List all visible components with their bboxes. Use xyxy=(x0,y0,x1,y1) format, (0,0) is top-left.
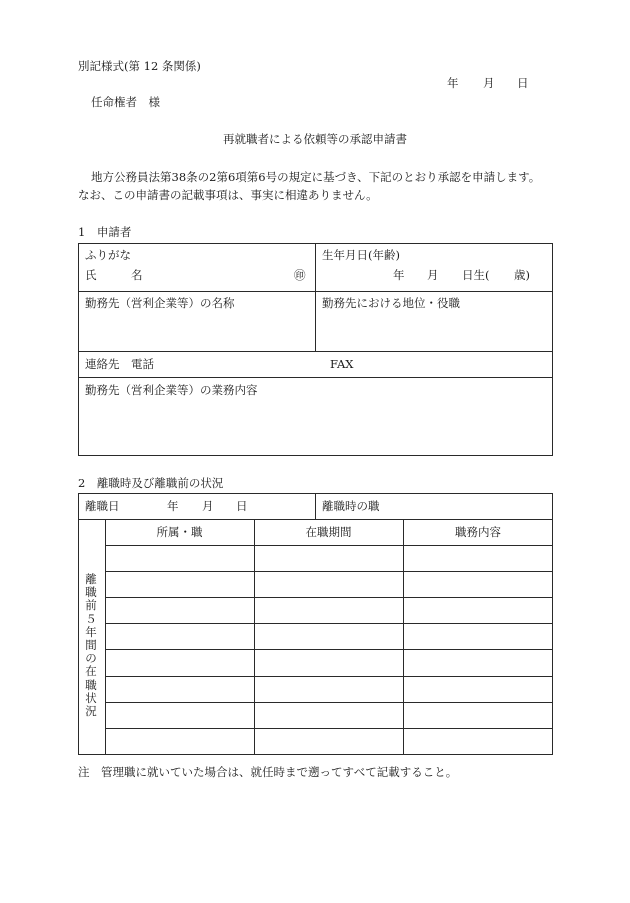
column-header-duties: 職務内容 xyxy=(455,525,501,539)
form-reference: 別記様式(第 12 条関係) xyxy=(78,59,201,73)
business-content-label: 勤務先（営利企業等）の業務内容 xyxy=(85,383,258,397)
seal-mark: ㊞ xyxy=(294,268,306,282)
position-label: 勤務先における地位・役職 xyxy=(322,296,460,310)
intro-line-1: 地方公務員法第38条の2第6項第6号の規定に基づき、下記のとおり承認を申請します。 xyxy=(91,170,541,184)
furigana-label: ふりがな xyxy=(85,248,131,262)
retirement-year: 年 xyxy=(167,499,179,513)
birth-month: 月 xyxy=(427,268,439,282)
birth-age-close: 歳) xyxy=(514,268,530,282)
birth-day-age-open: 日生( xyxy=(462,268,490,282)
name-label: 氏 名 xyxy=(85,268,143,282)
retirement-month: 月 xyxy=(202,499,214,513)
addressee: 任命権者 様 xyxy=(91,95,160,109)
column-header-period: 在職期間 xyxy=(305,525,352,539)
document-title: 再就職者による依頼等の承認申請書 xyxy=(223,132,407,146)
date-year: 年 xyxy=(447,76,459,90)
retirement-post-label: 離職時の職 xyxy=(322,499,380,513)
intro-line-2: なお、この申請書の記載事項は、事実に相違ありません。 xyxy=(78,188,378,202)
section-2-heading: 2 離職時及び離職前の状況 xyxy=(78,476,224,490)
birth-year: 年 xyxy=(393,268,405,282)
date-month: 月 xyxy=(483,76,495,90)
footnote: 注 管理職に就いていた場合は、就任時まで遡ってすべて記載すること。 xyxy=(78,765,458,779)
section-1-heading: 1 申請者 xyxy=(78,225,132,239)
fax-label: FAX xyxy=(330,357,354,371)
retirement-date-label: 離職日 xyxy=(85,499,120,513)
birthdate-label: 生年月日(年齢) xyxy=(322,248,400,262)
contact-phone-label: 連絡先 電話 xyxy=(85,357,154,371)
column-header-affiliation: 所属・職 xyxy=(156,525,203,539)
retirement-day: 日 xyxy=(236,499,248,513)
history-side-label: 離職前５年間の在職状況 xyxy=(85,572,97,719)
date-day: 日 xyxy=(517,76,529,90)
employer-name-label: 勤務先（営利企業等）の名称 xyxy=(85,296,235,310)
